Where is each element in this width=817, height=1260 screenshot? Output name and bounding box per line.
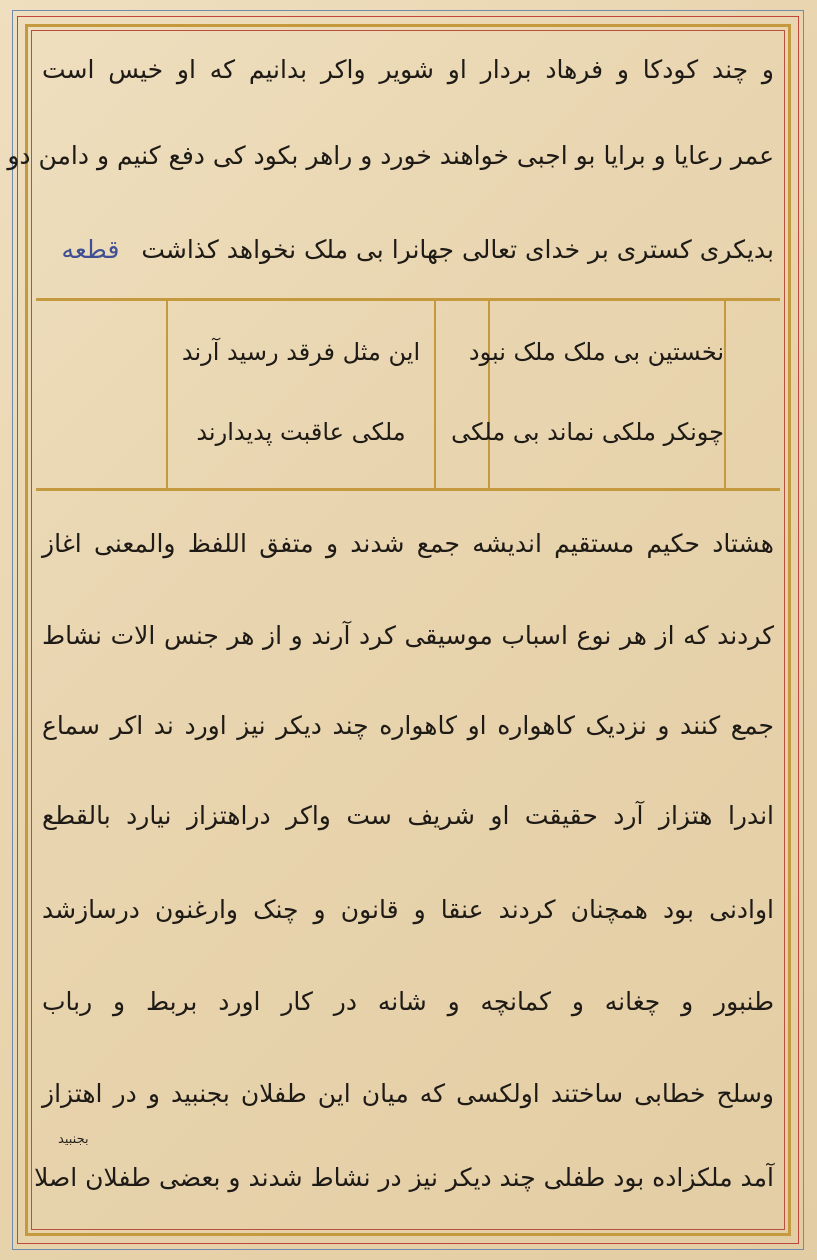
verse-line: چونکر ملکی نماند بی ملکی (451, 418, 724, 446)
prose-line: هشتاد حکیم مستقیم اندیشه جمع شدند و متفق اللفظ والمعنی اغاز (42, 529, 774, 558)
verse-hemistich-left (166, 300, 434, 490)
interlinear-gloss: بجنبید (58, 1132, 89, 1147)
text-block (7, 34, 780, 1226)
prose-line (42, 230, 774, 270)
verse-table (36, 300, 780, 490)
verse-margin-left (36, 300, 166, 490)
prose-line: طنبور و چغانه و کمانچه و شانه در کار اورد بربط و رباب (42, 987, 774, 1016)
rubric-heading: قطعه (61, 235, 120, 264)
verse-margin-right (724, 300, 780, 490)
verse-line: این مثل فرقد رسید آرند (181, 338, 421, 366)
verse-bottom-divider (36, 488, 780, 491)
prose-line: اوادنی بود همچنان کردند عنقا و قانون و چنک وارغنون درسازشد (42, 895, 774, 924)
prose-line: اندرا هتزاز آرد حقیقت او شریف ست واکر دراهتزاز نیارد بالقطع (42, 801, 774, 830)
prose-line: جمع کنند و نزدیک کاهواره او کاهواره چند دیکر نیز اورد ند اکر سماع (42, 711, 774, 740)
verse-line: ملکی عاقبت پدیدارند (196, 418, 406, 446)
prose-line: عمر رعایا و برایا بو اجبی خواهند خورد و راهر بکود کی دفع کنیم و دامن دو (7, 141, 774, 170)
verse-hemistich-right (451, 300, 724, 490)
verse-gutter (434, 300, 488, 490)
prose-line: آمد ملکزاده بود طفلی چند دیکر نیز در نشاط شدند و بعضی طفلان اصلا (34, 1163, 774, 1192)
prose-line: و چند کودکا و فرهاد بردار او شویر واکر بدانیم که او خیس است (42, 55, 774, 84)
verse-line: نخستین بی ملک ملک نبود (468, 338, 724, 366)
prose-line: وسلح خطابی ساختند اولکسی که میان این طفلان بجنبید و در اهتزاز (42, 1079, 774, 1108)
prose-line: کردند که از هر نوع اسباب موسیقی کرد آرند و از هر جنس الات نشاط (42, 621, 774, 650)
prose-text: بدیکری کستری بر خدای تعالی جهانرا بی ملک نخواهد کذاشت (141, 235, 774, 264)
